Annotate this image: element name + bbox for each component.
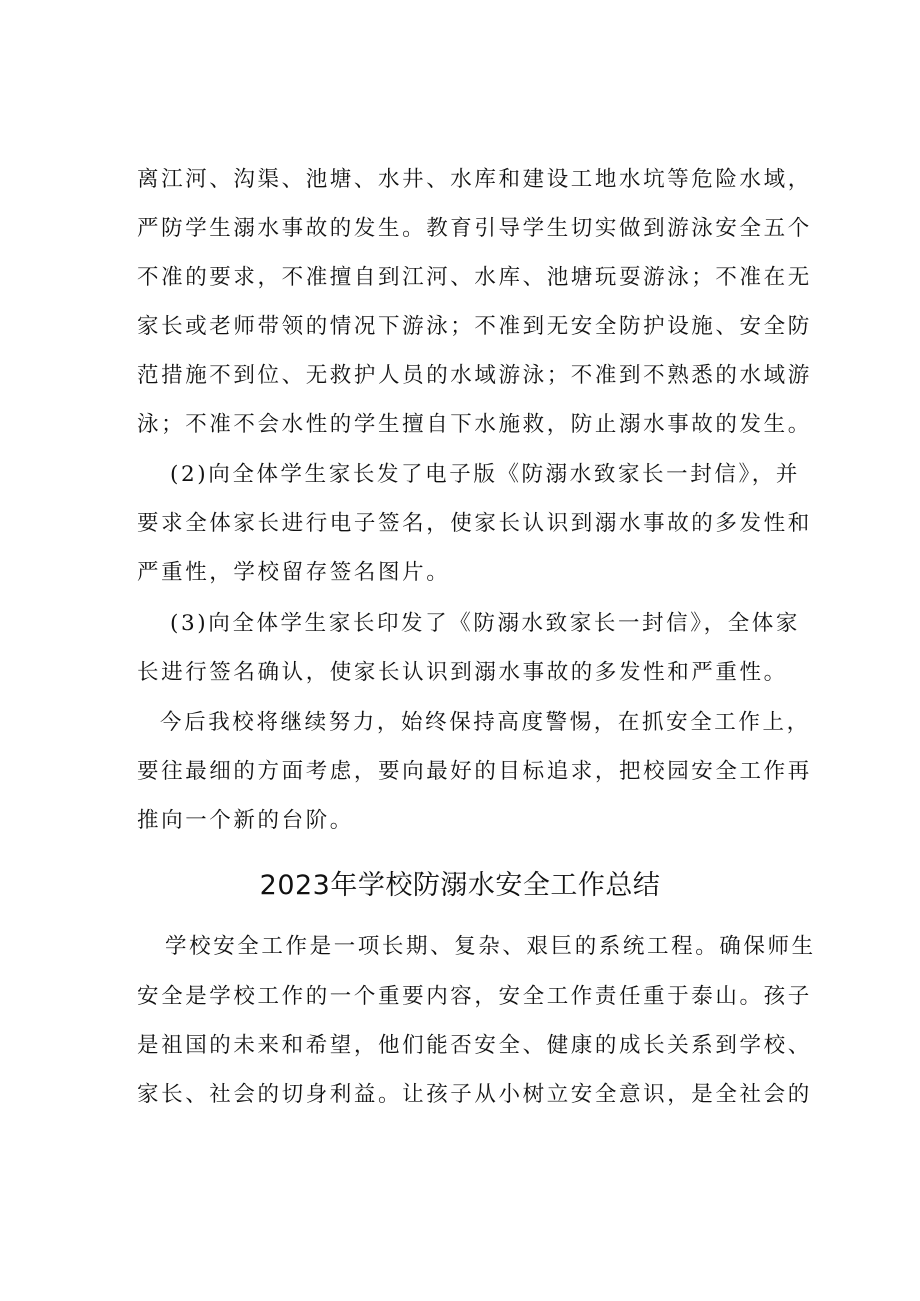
text-line: 家长或老师带领的情况下游泳；不准到无安全防护设施、安全防 [137,314,812,339]
text-line: 严防学生溺水事故的发生。教育引导学生切实做到游泳安全五个 [137,216,812,241]
text-line: 是祖国的未来和希望，他们能否安全、健康的成长关系到学校、 [137,1033,812,1058]
text-line: 严重性，学校留存签名图片。 [137,560,451,585]
text-line: 家长、社会的切身利益。让孩子从小树立安全意识，是全社会的 [137,1082,812,1107]
text-line: 长进行签名确认，使家长认识到溺水事故的多发性和严重性。 [137,660,788,685]
section-heading: 2023年学校防溺水安全工作总结 [259,870,661,901]
text-line: (2)向全体学生家长发了电子版《防溺水致家长一封信》，并 [170,462,801,487]
text-line: 范措施不到位、无救护人员的水域游泳；不准到不熟悉的水域游 [137,363,812,388]
text-line: 安全是学校工作的一个重要内容，安全工作责任重于泰山。孩子 [137,984,812,1009]
text-line: 学校安全工作是一项长期、复杂、艰巨的系统工程。确保师生 [165,934,816,959]
text-line: (3)向全体学生家长印发了《防溺水致家长一封信》，全体家 [170,611,801,636]
text-line: 要求全体家长进行电子签名，使家长认识到溺水事故的多发性和 [137,511,812,536]
text-line: 不准的要求，不准擅自到江河、水库、池塘玩耍游泳；不准在无 [137,265,812,290]
text-line: 今后我校将继续努力，始终保持高度警惕，在抓安全工作上， [160,710,811,735]
text-line: 要往最细的方面考虑，要向最好的目标追求，把校园安全工作再 [137,759,812,784]
text-line: 泳；不准不会水性的学生擅自下水施救，防止溺水事故的发生。 [137,412,812,437]
text-line: 离江河、沟渠、池塘、水井、水库和建设工地水坑等危险水域， [137,167,812,192]
text-line: 推向一个新的台阶。 [137,808,354,833]
